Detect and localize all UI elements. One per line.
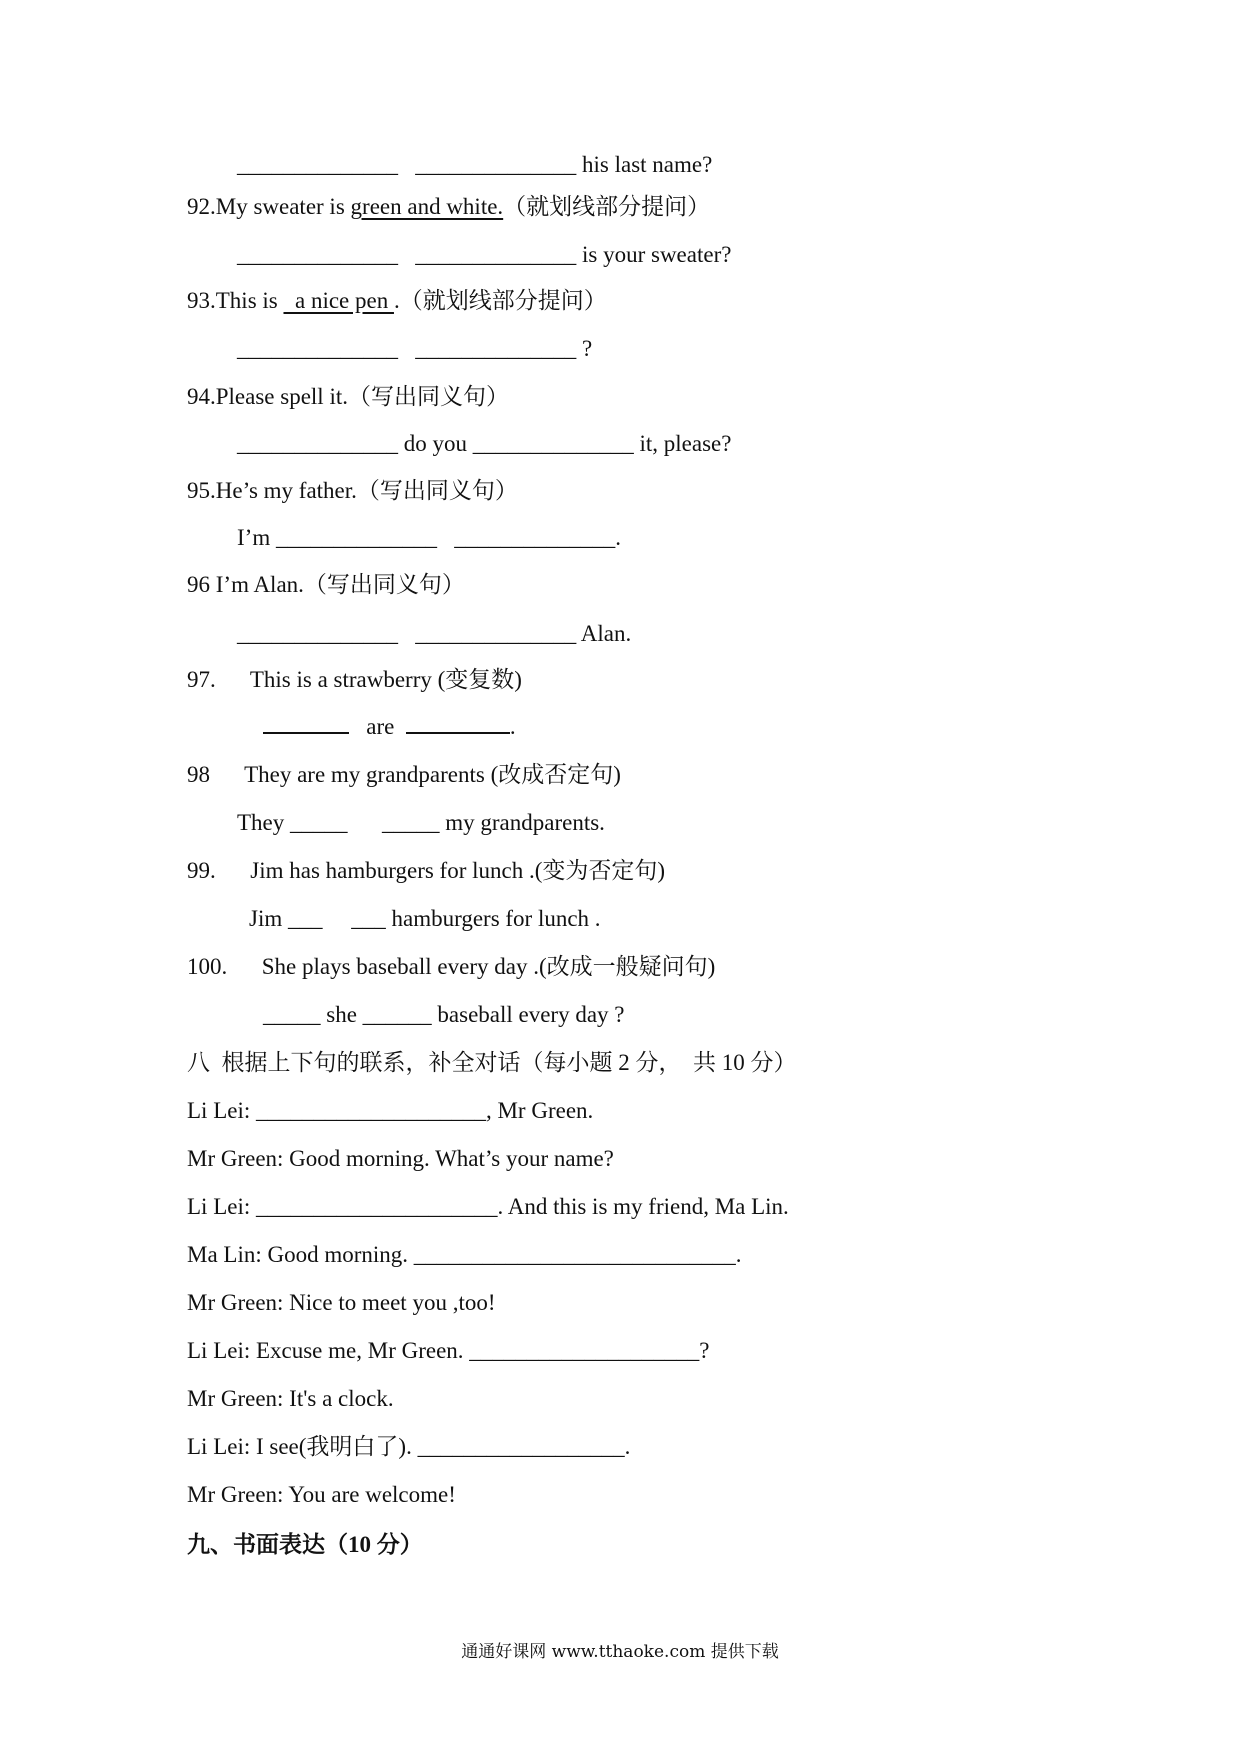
section-9-heading: 九、书面表达（10 分） [187,1532,423,1557]
dialogue-line-1: Li Lei: ____________________, Mr Green. [187,1098,594,1123]
answer-line-92: ______________ ______________ is your sweater? [237,242,732,267]
question-100: 100. She plays baseball every day .(改成一般疑问句) [187,954,716,979]
answer-line-98: They _____ _____ my grandparents. [237,810,605,835]
question-98: 98 They are my grandparents (改成否定句) [187,762,621,787]
answer-97-end: . [509,714,516,739]
answer-97-word: are [366,714,395,739]
dialogue-line-6: Li Lei: Excuse me, Mr Green. ____________________? [187,1338,710,1363]
blank [263,712,349,734]
dialogue-line-9: Mr Green: You are welcome! [187,1482,456,1507]
answer-line-91: ______________ ______________ his last name? [237,152,713,177]
answer-line-95: I’m ______________ ______________. [237,525,621,550]
question-93-note: .（就划线部分提问） [393,288,607,313]
blank [406,712,510,734]
question-95: 95.He’s my father.（写出同义句） [187,478,518,503]
answer-line-93: ______________ ______________ ? [237,336,593,361]
question-92-text: 92.My sweater is [187,194,351,219]
answer-line-97 [263,712,516,742]
dialogue-line-2: Mr Green: Good morning. What’s your name? [187,1146,614,1171]
dialogue-line-4: Ma Lin: Good morning. ____________________________. [187,1242,742,1267]
question-93 [187,286,607,316]
question-94: 94.Please spell it.（写出同义句） [187,384,509,409]
question-92 [187,192,710,222]
question-99: 99. Jim has hamburgers for lunch .(变为否定句) [187,858,666,883]
question-92-note: （就划线部分提问） [503,194,711,219]
question-93-underlined: a nice pen [283,288,394,313]
question-96: 96 I’m Alan.（写出同义句） [187,572,465,597]
dialogue-line-3: Li Lei: _____________________. And this is my friend, Ma Lin. [187,1194,789,1219]
answer-line-100: _____ she ______ baseball every day ? [263,1002,625,1027]
question-93-text: 93.This is [187,288,284,313]
question-92-underlined: green and white. [350,194,504,219]
answer-line-94: ______________ do you ______________ it, please? [237,431,732,456]
answer-line-96: ______________ ______________ Alan. [237,621,632,646]
answer-line-99: Jim ___ ___ hamburgers for lunch . [249,906,601,931]
dialogue-line-7: Mr Green: It's a clock. [187,1386,394,1411]
dialogue-line-8: Li Lei: I see(我明白了). __________________. [187,1434,631,1459]
question-97: 97. This is a strawberry (变复数) [187,667,522,692]
dialogue-line-5: Mr Green: Nice to meet you ,too! [187,1290,496,1315]
page-footer: 通通好课网 www.tthaoke.com 提供下载 [461,1642,779,1662]
section-8-heading: 八 根据上下句的联系，补全对话（每小题 2 分， 共 10 分） [187,1050,797,1075]
